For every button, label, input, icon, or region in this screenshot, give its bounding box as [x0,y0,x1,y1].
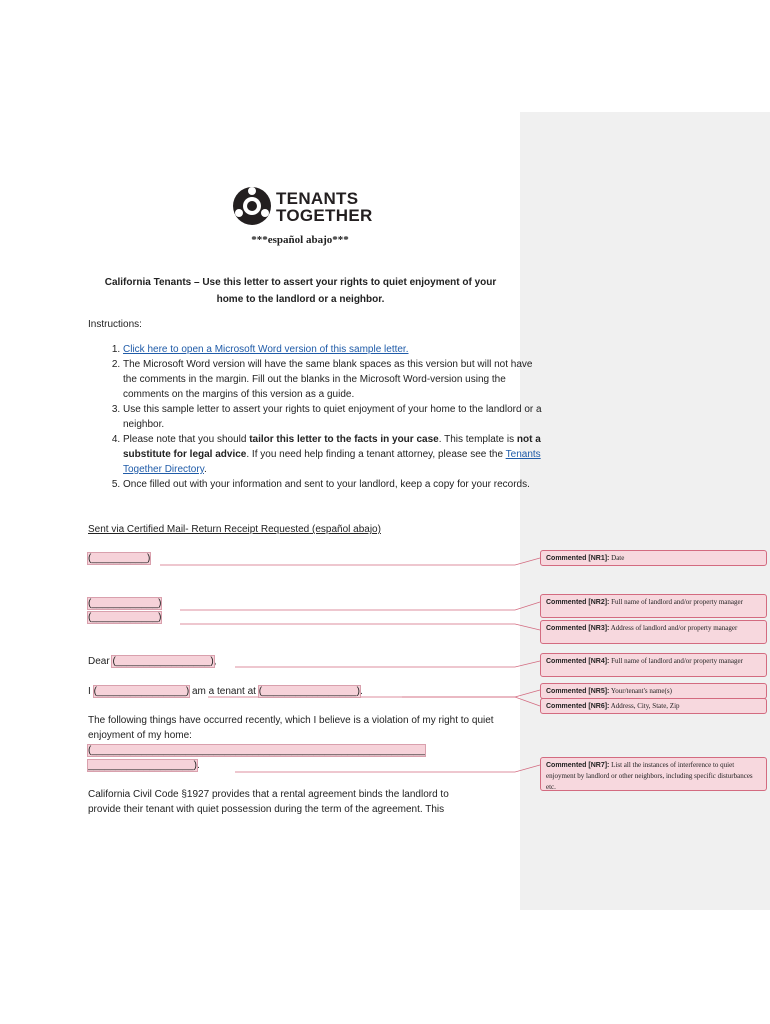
comment-nr6-label: Commented [NR6]: [546,703,610,710]
instruction-item-5: 5. Once filled out with your information and sent to your landlord, keep a copy for your records. [123,477,548,492]
instruction-item-1 [123,342,548,357]
logo-line2: TOGETHER [276,206,373,225]
comment-nr1[interactable] [540,550,767,566]
tenant-period: . [359,686,363,697]
tenant-line [88,684,363,699]
date-line [88,551,150,566]
connector-nr7 [235,765,540,772]
word-version-link[interactable]: Click here to open a Microsoft Word version of this sample letter. [123,344,409,355]
instruction-4-text-f: . [203,464,207,475]
document-title [88,274,513,308]
comment-nr3-text: Address of landlord and/or property manager [609,624,738,632]
comment-nr6-text: Address, City, State, Zip [609,702,680,710]
landlord-address-field[interactable]: (____________) [88,612,162,623]
dear-comma: , [213,656,217,667]
instruction-4-text-a: Please note that you should [123,434,250,445]
comment-nr3-label: Commented [NR3]: [546,625,610,632]
date-field[interactable]: (__________) [88,553,151,564]
following-things-paragraph: The following things have occurred recently, which I believe is a violation of my right to quiet enjoyment of my home: [88,715,494,741]
comment-nr5-text: Your/tenant's name(s) [609,687,672,695]
interference-field-1[interactable]: (____________________________________________________________ [88,745,426,756]
salutation-line [88,654,216,669]
instruction-item-4 [123,432,548,477]
logo-wordmark [276,190,373,224]
comment-nr4-label: Commented [NR4]: [546,658,610,665]
landlord-name-field[interactable]: (____________) [88,598,162,609]
comment-nr6[interactable] [540,698,767,714]
interference-field-2[interactable]: ___________________) [88,760,197,771]
connector-nr1 [160,558,540,565]
comment-nr5-label: Commented [NR5]: [546,688,610,695]
comment-nr1-label: Commented [NR1]: [546,555,610,562]
instruction-4-text-c: . This template is [438,434,517,445]
comment-nr3[interactable] [540,620,767,644]
comment-nr4-text: Full name of landlord and/or property manager [609,657,743,665]
comment-nr1-text: Date [609,554,625,562]
espanol-note: ***español abajo*** [251,234,349,246]
interference-line-2 [88,758,200,773]
comment-nr7-text: List all the instances of interference to quiet enjoyment by landlord or other neighbors, including specific disturbances etc. [546,761,753,791]
comment-nr2[interactable] [540,594,767,618]
tenant-at-label: am a tenant at [189,686,259,697]
landlord-address-line [88,610,161,625]
connector-nr6 [402,697,540,706]
title-line-2: home to the landlord or a neighbor. [216,294,385,305]
comment-nr2-label: Commented [NR2]: [546,599,610,606]
instructions-list [88,342,548,492]
comment-nr7-label: Commented [NR7]: [546,762,610,769]
comment-nr5[interactable] [540,683,767,699]
interference-period: . [197,760,200,771]
instructions-label: Instructions: [88,319,142,330]
comment-nr4[interactable] [540,653,767,677]
logo-line1: TENANTS [276,189,359,208]
instruction-item-2: 2. The Microsoft Word version will have the same blank spaces as this version but will not have the comments in the margin. Fill out the blanks in the Microsoft Word-version using the comments on the margins of this version as a guide. [123,357,548,402]
instruction-4-bold-b: not a substitute for legal advice [123,434,541,460]
interference-line-1 [88,743,513,758]
civil-code-line-2: provide their tenant with quiet possession during the term of the agreement. This [88,804,445,815]
connector-nr2 [180,602,540,610]
instruction-4-bold-a: tailor this letter to the facts in your case [249,434,439,445]
tenant-address-field[interactable]: (_________________) [258,686,360,697]
instruction-item-3: 3. Use this sample letter to assert your rights to quiet enjoyment of your home to the landlord or a neighbor. [123,402,548,432]
i-label: I [88,686,94,697]
sent-via-line: Sent via Certified Mail- Return Receipt Requested (español abajo) [88,524,381,535]
civil-code-line-1: California Civil Code §1927 provides that a rental agreement binds the landlord to [88,789,449,800]
comment-nr7[interactable] [540,757,767,791]
tenant-name-field[interactable]: (________________) [93,686,190,697]
landlord-name-line [88,596,161,611]
comment-nr2-text: Full name of landlord and/or property manager [609,598,743,606]
logo-emblem-icon [232,186,272,226]
connector-nr4 [235,661,540,667]
title-line-1: California Tenants – Use this letter to assert your rights to quiet enjoyment of your [104,277,497,288]
tenants-together-logo [232,186,372,230]
dear-name-field[interactable]: (_________________) [112,656,214,667]
dear-label: Dear [88,656,113,667]
connector-nr3 [180,624,540,630]
instruction-4-text-e: . If you need help finding a tenant attorney, please see the [246,449,506,460]
tenants-directory-link[interactable]: Tenants Together Directory [123,449,541,475]
